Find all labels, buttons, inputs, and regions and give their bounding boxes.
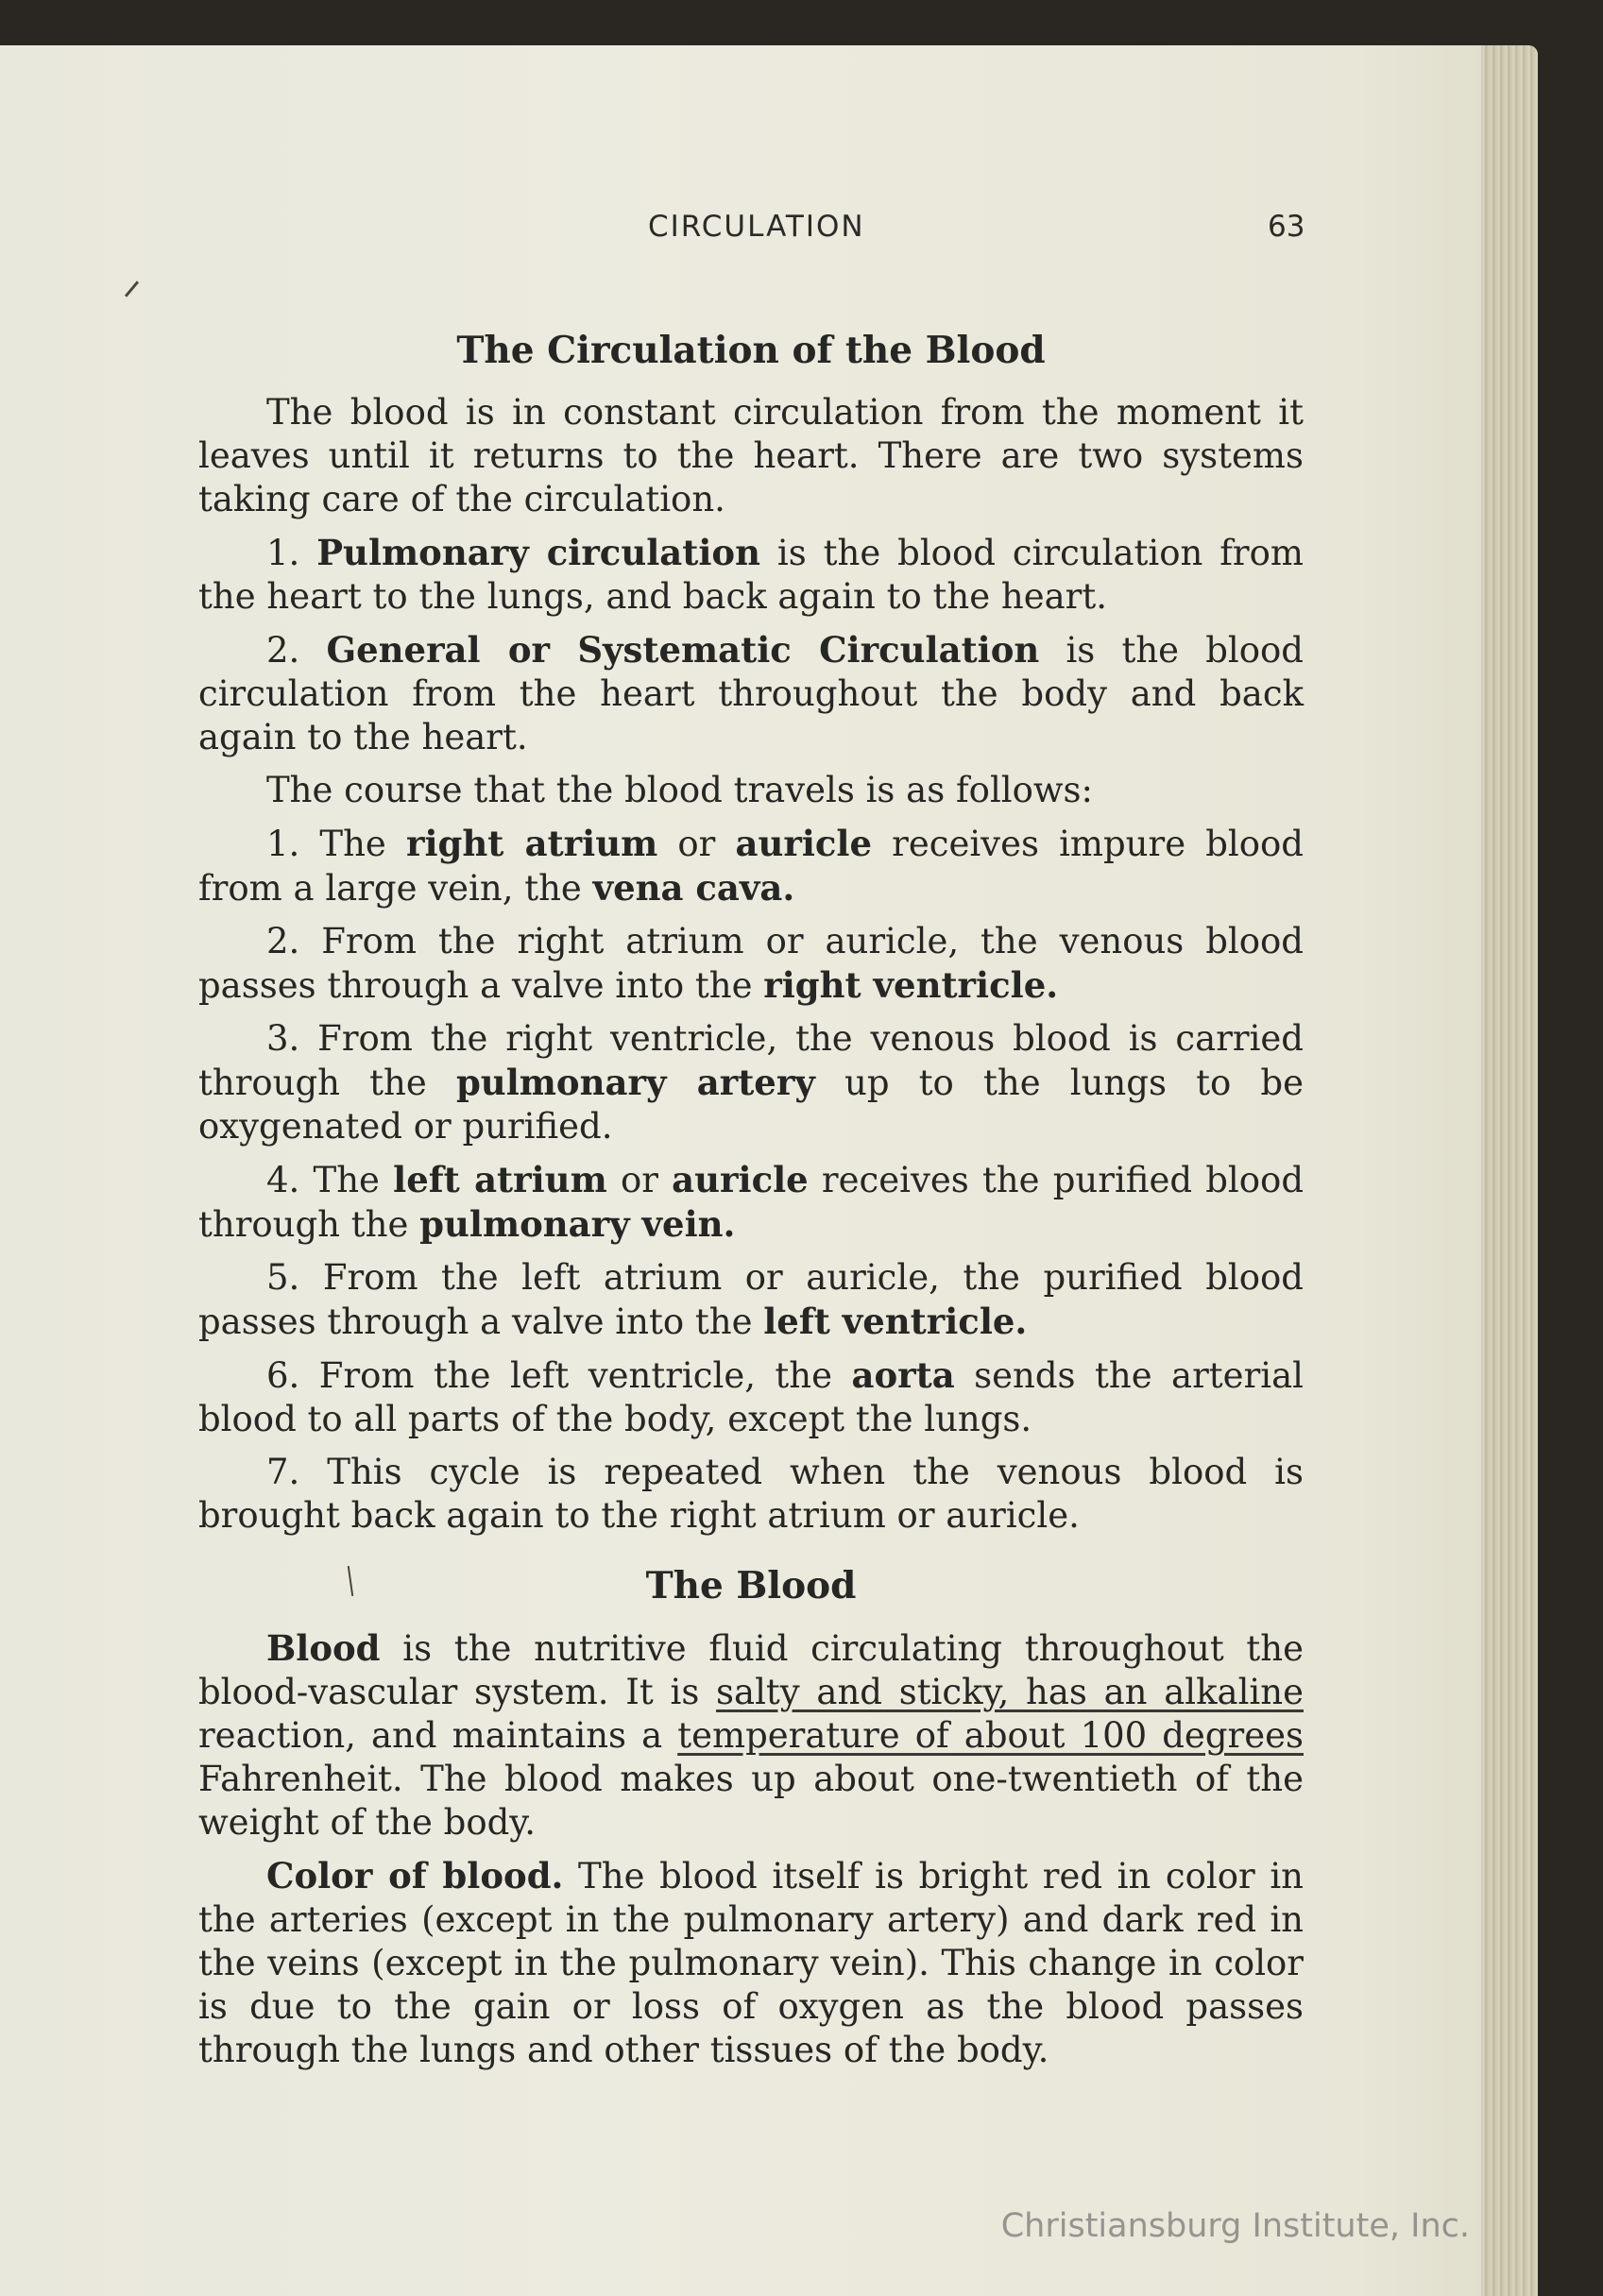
page-number: 63 <box>1268 210 1305 244</box>
page-edges <box>1481 45 1538 2296</box>
pencil-underline: salty and sticky, has an alkaline <box>716 1672 1304 1712</box>
watermark: Christiansburg Institute, Inc. <box>1000 2207 1470 2245</box>
paragraph-blood: Blood is the nutritive fluid circulating throughout the blood-vascular system. It is salty and sticky, has an alkaline reaction, and maintains a temperature of about 100 degrees Fahrenheit. The blood makes up about one-twentieth of the weight of the body. <box>198 1627 1304 1843</box>
step-3: 3. From the right ventricle, the venous blood is carried through the pulmonary artery up to the lungs to be oxygenated or purified. <box>198 1018 1304 1147</box>
step-4: 4. The left atrium or auricle receives the purified blood through the pulmonary vein. <box>198 1159 1305 1245</box>
paragraph-intro: The blood is in constant circulation from the moment it leaves until it returns to the heart. There are two systems taking care of the circulation. <box>198 392 1304 519</box>
page-text <box>198 327 1304 2082</box>
step-5: 5. From the left atrium or auricle, the purified blood passes through a valve into the left ventricle. <box>198 1257 1304 1342</box>
section-title-blood: The Blood <box>645 1564 857 1607</box>
running-head: CIRCULATION <box>648 210 865 244</box>
paragraph-system-1: 1. Pulmonary circulation is the blood circulation from the heart to the lungs, and back again to the heart. <box>198 532 1304 617</box>
paragraph-system-2: 2. General or Systematic Circulation is the blood circulation from the heart throughout the body and back again to the heart. <box>198 629 1304 757</box>
paragraph-color-of-blood: Color of blood. The blood itself is bright red in color in the arteries (except in the pulmonary artery) and dark red in the veins (except in the pulmonary vein). This change in color is due to the gain or loss of oxygen as the blood passes through the lungs and other tissues of the body. <box>198 1855 1304 2070</box>
step-2: 2. From the right atrium or auricle, the venous blood passes through a valve into the right ventricle. <box>198 921 1304 1006</box>
page-header <box>0 210 1538 247</box>
book-page <box>0 45 1538 2296</box>
step-1: 1. The right atrium or auricle receives impure blood from a large vein, the vena cava. <box>198 823 1304 909</box>
pencil-mark <box>125 281 139 297</box>
paragraph-course-intro: The course that the blood travels is as follows: <box>266 770 1094 810</box>
section-title-circulation: The Circulation of the Blood <box>456 329 1046 372</box>
pencil-underline: temperature of about 100 degrees <box>677 1715 1304 1756</box>
step-6: 6. From the left ventricle, the aorta sends the arterial blood to all parts of the body, except the lungs. <box>198 1354 1304 1439</box>
step-7: 7. This cycle is repeated when the venous blood is brought back again to the right atrium or auricle. <box>198 1452 1304 1536</box>
